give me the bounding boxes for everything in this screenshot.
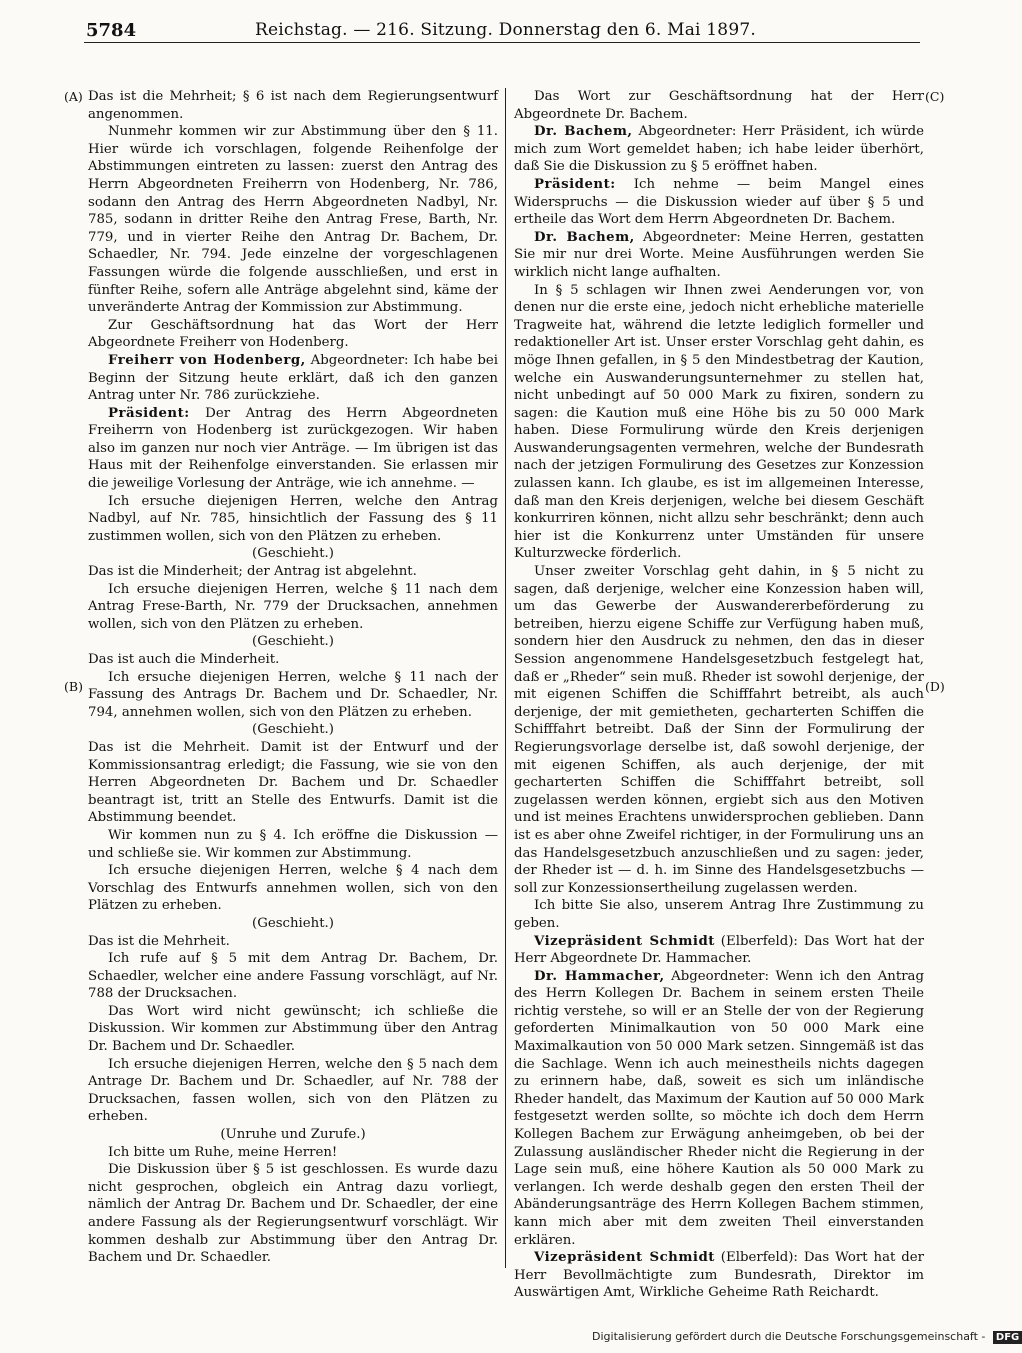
speech-paragraph bbox=[514, 229, 924, 282]
stage-direction: (Geschieht.) bbox=[252, 634, 334, 650]
right-column bbox=[514, 88, 924, 1302]
page-header bbox=[80, 8, 920, 41]
speech-paragraph bbox=[88, 352, 498, 405]
footer-text: Digitalisierung gefördert durch die Deutsche Forschungsgemeinschaft - bbox=[592, 1330, 986, 1343]
paragraph: Ich rufe auf § 5 mit dem Antrag Dr. Bachem, Dr. Schaedler, welcher eine andere Fassung vorschlägt, auf Nr. 788 der Drucksachen. bbox=[88, 951, 498, 1002]
paragraph: Das ist auch die Minderheit. bbox=[88, 652, 280, 667]
paragraph: Ich ersuche diejenigen Herren, welche § 11 nach der Fassung des Antrags Dr. Bachem und Dr. Schaedler, Nr. 794, annehmen wollen, sich von den Plätzen zu erheben. bbox=[88, 669, 498, 720]
dfg-logo-icon: DFG bbox=[993, 1331, 1022, 1344]
speaker-name: Dr. Bachem, bbox=[534, 124, 633, 140]
paragraph: Ich ersuche diejenigen Herren, welche den § 5 nach dem Antrage Dr. Bachem und Dr. Schaedler, auf Nr. 788 der Drucksachen, fassen wollen, sich von den Plätzen zu erheben. bbox=[88, 1056, 498, 1125]
paragraph: Ich ersuche diejenigen Herren, welche § 11 nach dem Antrag Frese-Barth, Nr. 779 der Drucksachen, annehmen wollen, sich von den Plätzen zu erheben. bbox=[88, 581, 498, 632]
speaker-name: Freiherr von Hodenberg, bbox=[108, 352, 306, 368]
running-title: Reichstag. — 216. Sitzung. Donnerstag den 6. Mai 1897. bbox=[255, 20, 756, 40]
speech-paragraph bbox=[514, 123, 924, 176]
paragraph: Zur Geschäftsordnung hat das Wort der Herr Abgeordnete Freiherr von Hodenberg. bbox=[88, 317, 498, 351]
stage-direction: (Unruhe und Zurufe.) bbox=[220, 1127, 366, 1143]
speech-text: Der Antrag des Herrn Abgeordneten Freiherrn von Hodenberg ist zurückgezogen. Wir haben also im ganzen nur noch vier Anträge. — Im übrigen ist das Haus mit der Reihenfolge einverstanden. Sie erlassen mir die jeweilige Vorlesung der Anträge, wie ich annehme. — bbox=[88, 405, 498, 492]
speech-text: Abgeordneter: Meine Herren, gestatten Sie mir nur drei Worte. Meine Ausführungen werden Sie wirklich nicht lange aufhalten. bbox=[514, 229, 924, 280]
stage-direction: (Geschieht.) bbox=[252, 915, 334, 931]
margin-letter-d: (D) bbox=[925, 679, 945, 694]
speaker-name: Präsident: bbox=[534, 176, 616, 192]
speech-text: Abgeordneter: Herr Präsident, ich würde mich zum Wort gemeldet haben; ich habe leider überhört, daß Sie die Diskussion zu § 5 eröffnet haben. bbox=[514, 124, 924, 175]
speech-text: Ich nehme — beim Mangel eines Widerspruchs — die Diskussion wieder auf über § 5 und ertheile das Wort dem Herrn Abgeordneten Dr. Bachem. bbox=[514, 176, 924, 228]
paragraph: Unser zweiter Vorschlag geht dahin, in § 5 nicht zu sagen, daß derjenige, welcher eine Konzession haben will, um das Gewerbe der Auswandererbeförderung zu betreiben, hierzu eigene Schiffe zur Verfügung haben muß, sondern hier den Ausdruck zu nehmen, den das in dieser Session angenommene Handelsgesetzbuch festgelegt hat, daß er „Rheder“ sein muß. Rheder ist sowohl derjenige, der mit eigenen Schiffen die Schifffahrt betreibt, als auch derjenige, der mit gemietheten, gecharterten Schiffen die Schifffahrt betreibt. Daß der Sinn der Formulirung der Regierungsvorlage derselbe ist, daß sowohl derjenige, der mit eigenen Schiffen, als auch derjenige, der mit gecharterten Schiffen die Schifffahrt betreibt, soll zugelassen werden können, ergiebt sich aus den Motiven und ist meines Erachtens unwidersprochen geblieben. Dann ist es aber ohne Zweifel richtiger, in der Formulirung uns an das Handelsgesetzbuch anzuschließen und zu sagen: jeder, der Rheder ist — d. h. im Sinne des Handelsgesetzbuchs — soll zur Konzessionsertheilung zugelassen werden. bbox=[514, 564, 924, 896]
paragraph: Das Wort zur Geschäftsordnung hat der Herr Abgeordnete Dr. Bachem. bbox=[514, 89, 924, 122]
speaker-name: Dr. Bachem, bbox=[534, 229, 635, 245]
paragraph: In § 5 schlagen wir Ihnen zwei Aenderungen vor, von denen nur die erste eine, jedoch nicht erhebliche materielle Tragweite hat, während die letzte lediglich formeller und redaktioneller Art ist. Unser erster Vorschlag geht dahin, es möge Ihnen gefallen, in § 5 den Mindestbetrag der Kaution, welche ein Auswanderungsunternehmer zu stellen hat, nicht unbedingt auf 50 000 Mark zu fixiren, sondern zu sagen: die Kaution muß eine Höhe bis zu 50 000 Mark haben. Diese Formulirung würde den Kreis derjenigen Auswanderungsagenten vermehren, welche der Bundesrath nach der jetzigen Formulirung des Gesetzes zur Konzession zulassen kann. Ich glaube, es ist im allgemeinen Interesse, daß man den Kreis derjenigen, welche bei diesem Geschäft konkurriren können, nicht allzu sehr beschränkt; denn auch hier ist die Konkurrenz unter Umständen für unsere Kulturzwecke förderlich. bbox=[514, 282, 924, 562]
stage-direction: (Geschieht.) bbox=[252, 546, 334, 562]
speech-paragraph bbox=[88, 405, 498, 493]
speech-paragraph bbox=[514, 1249, 924, 1302]
speech-paragraph bbox=[514, 968, 924, 1250]
header-rule bbox=[84, 42, 920, 43]
speech-paragraph bbox=[514, 176, 924, 229]
margin-letter-b: (B) bbox=[64, 679, 83, 694]
paragraph: Das Wort wird nicht gewünscht; ich schließe die Diskussion. Wir kommen zur Abstimmung über den Antrag Dr. Bachem und Dr. Schaedler. bbox=[88, 1003, 498, 1055]
paragraph: Ich bitte um Ruhe, meine Herren! bbox=[108, 1144, 338, 1160]
paragraph: Ich ersuche diejenigen Herren, welche § 4 nach dem Vorschlag des Entwurfs annehmen wollen, sich von den Plätzen zu erheben. bbox=[88, 863, 498, 914]
paragraph: Das ist die Mehrheit. Damit ist der Entwurf und der Kommissionsantrag erledigt; die Fassung, wie sie von den Herren Abgeordneten Dr. Bachem und Dr. Schaedler beantragt ist, tritt an Stelle des Entwurfs. Damit ist die Abstimmung beendet. bbox=[88, 739, 498, 826]
paragraph: Die Diskussion über § 5 ist geschlossen. Es wurde dazu nicht gesprochen, obgleich ein Antrag dazu vorliegt, nämlich der Antrag Dr. Bachem und Dr. Schaedler, der eine andere Fassung als der Regierungsentwurf vorschlägt. Wir kommen deshalb zur Abstimmung über den Antrag Dr. Bachem und Dr. Schaedler. bbox=[88, 1162, 498, 1266]
speech-text: Abgeordneter: Ich habe bei Beginn der Sitzung heute erklärt, daß ich den ganzen Antrag unter Nr. 786 zurückziehe. bbox=[88, 352, 498, 404]
margin-letter-a: (A) bbox=[64, 89, 83, 104]
column-divider bbox=[505, 88, 506, 1268]
paragraph: Das ist die Minderheit; der Antrag ist abgelehnt. bbox=[88, 564, 417, 580]
paragraph: Das ist die Mehrheit; § 6 ist nach dem Regierungsentwurf angenommen. bbox=[88, 89, 498, 122]
speaker-name: Dr. Hammacher, bbox=[534, 968, 665, 984]
paragraph: Ich ersuche diejenigen Herren, welche den Antrag Nadbyl, auf Nr. 785, hinsichtlich der Fassung des § 11 zustimmen wollen, sich von den Plätzen zu erheben. bbox=[88, 493, 498, 544]
speech-text: Abgeordneter: Wenn ich den Antrag des Herrn Kollegen Dr. Bachem in seinem ersten Theile richtig verstehe, so will er an Stelle der von der Regierung geforderten Minimalkaution von 50 000 Mark eine Maximalkaution von 50 000 Mark setzen. Sinngemäß ist das die Sachlage. Wenn ich auch meinestheils nichts dagegen zu erinnern habe, daß, soweit es sich um inländische Rheder handelt, das Maximum der Kaution auf 50 000 Mark festgesetzt werden sollte, so möchte ich doch dem Herrn Kollegen Bachem zur Erwägung anheimgeben, ob bei der Zulassung ausländischer Rheder nicht die Regierung in der Lage sein muß, eine höhere Kaution als 50 000 Mark zu verlangen. Ich werde deshalb gegen den ersten Theil der Abänderungsanträge des Herrn Kollegen Bachem stimmen, kann mich aber mit dem zweiten Theil einverstanden erklären. bbox=[514, 968, 924, 1248]
speaker-name: Präsident: bbox=[108, 405, 190, 421]
paragraph: Nunmehr kommen wir zur Abstimmung über den § 11. Hier würde ich vorschlagen, folgende Reihenfolge der Abstimmungen eintreten zu lassen: zuerst den Antrag des Herrn Abgeordneten Freiherrn von Hodenberg, Nr. 786, sodann den Antrag des Herrn Abgeordneten Nadbyl, Nr. 785, sodann in dritter Reihe den Antrag Frese, Barth, Nr. 779, und in vierter Reihe den Antrag Dr. Bachem, Dr. Schaedler, Nr. 794. Jede einzelne der vorgeschlagenen Fassungen würde die folgende ausschließen, und erst in fünfter Reihe, sofern alle Anträge abgelehnt sind, käme der unveränderte Antrag der Kommission zur Abstimmung. bbox=[88, 124, 498, 316]
speaker-name: Vizepräsident Schmidt bbox=[534, 1250, 715, 1266]
margin-letter-c: (C) bbox=[925, 89, 945, 104]
speech-paragraph bbox=[514, 933, 924, 968]
paragraph: Wir kommen nun zu § 4. Ich eröffne die Diskussion — und schließe sie. Wir kommen zur Abstimmung. bbox=[88, 827, 498, 861]
speech-text: (Elberfeld): Das Wort hat der Herr Abgeordnete Dr. Hammacher. bbox=[514, 933, 924, 967]
left-column bbox=[88, 88, 498, 1267]
footer-credit bbox=[592, 1330, 1022, 1344]
speaker-name: Vizepräsident Schmidt bbox=[534, 933, 715, 949]
stage-direction: (Geschieht.) bbox=[252, 722, 334, 738]
speech-text: (Elberfeld): Das Wort hat der Herr Bevollmächtigte zum Bundesrath, Direktor im Auswärtigen Amt, Wirkliche Geheime Rath Reichardt. bbox=[514, 1250, 924, 1301]
page-number: 5784 bbox=[86, 20, 137, 41]
paragraph: Ich bitte Sie also, unserem Antrag Ihre Zustimmung zu geben. bbox=[514, 898, 924, 931]
paragraph: Das ist die Mehrheit. bbox=[88, 933, 230, 949]
